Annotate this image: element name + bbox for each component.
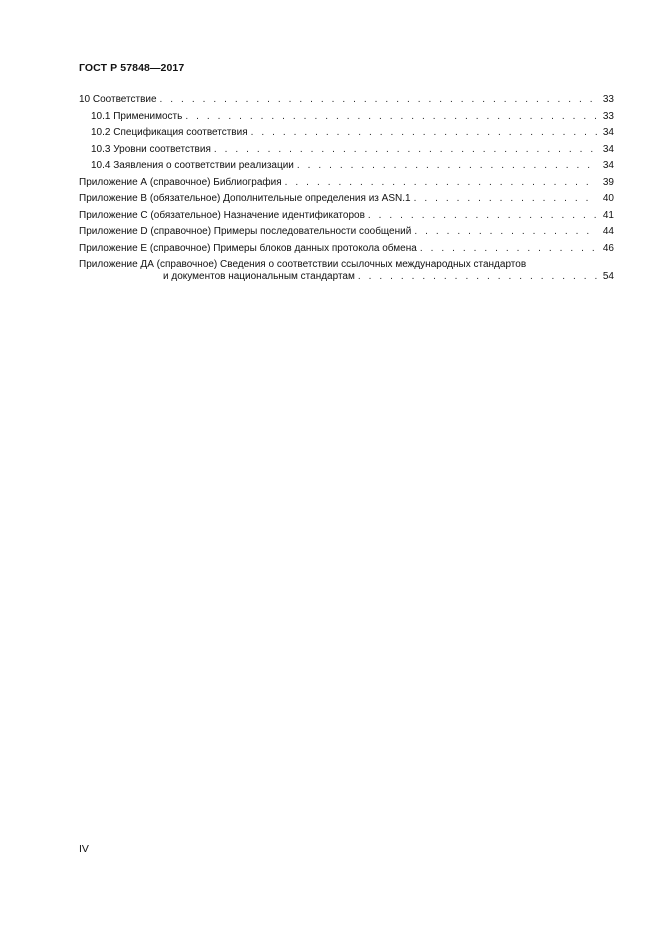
toc-entry-10 — [79, 92, 614, 109]
page-number: IV — [79, 843, 89, 855]
toc-entry-10-2 — [79, 125, 614, 142]
toc-entry-appendix-c — [79, 208, 614, 225]
toc-entry-title: Приложение В (обязательное) Дополнительные определения из ASN.1 — [79, 193, 411, 204]
toc-leader-dots — [251, 125, 597, 142]
toc-entry-title: 10 Соответствие — [79, 94, 157, 105]
toc-entry-title: 10.4 Заявления о соответствии реализации — [91, 160, 294, 171]
toc-entry-continuation — [79, 271, 614, 283]
toc-leader-dots — [368, 208, 597, 225]
toc-leader-dots — [160, 92, 597, 109]
toc-entry-appendix-a — [79, 175, 614, 192]
toc-entry-page: 41 — [602, 209, 614, 221]
toc-entry-title: Приложение А (справочное) Библиография — [79, 176, 282, 188]
document-header: ГОСТ Р 57848—2017 — [79, 62, 185, 74]
toc-entry-page: 39 — [602, 176, 614, 188]
toc-entry-title-line1: Приложение ДА (справочное) Сведения о соответствии ссылочных международных стандартов — [79, 259, 527, 270]
toc-leader-dots — [414, 224, 597, 241]
toc-entry-title: Приложение С (обязательное) Назначение идентификаторов — [79, 209, 365, 221]
toc-entry-appendix-d — [79, 224, 614, 241]
toc-entry-title: 10.2 Спецификация соответствия — [91, 127, 248, 138]
toc-leader-dots — [358, 271, 597, 283]
toc-leader-dots — [297, 158, 597, 175]
toc-entry-page: 46 — [602, 242, 614, 254]
toc-entry-page: 33 — [602, 110, 614, 122]
toc-entry-10-3 — [79, 142, 614, 159]
toc-leader-dots — [285, 175, 597, 192]
toc-entry-page: 33 — [602, 94, 614, 105]
toc-leader-dots — [414, 191, 597, 208]
toc-leader-dots — [420, 241, 597, 258]
toc-entry-page: 34 — [602, 127, 614, 138]
toc-entry-page: 34 — [602, 160, 614, 171]
toc-entry-page: 54 — [602, 271, 614, 282]
toc-entry-appendix-e — [79, 241, 614, 258]
toc-entry-page: 44 — [602, 226, 614, 237]
toc-entry-10-4 — [79, 158, 614, 175]
toc-entry-page: 34 — [602, 143, 614, 155]
toc-entry-appendix-b — [79, 191, 614, 208]
toc-entry-title: Приложение D (справочное) Примеры последовательности сообщений — [79, 226, 412, 237]
toc-entry-title: Приложение Е (справочное) Примеры блоков данных протокола обмена — [79, 242, 417, 254]
table-of-contents — [79, 92, 614, 283]
toc-entry-title: 10.3 Уровни соответствия — [91, 143, 211, 155]
toc-entry-page: 40 — [602, 193, 614, 204]
toc-entry-10-1 — [79, 109, 614, 126]
toc-entry-title: 10.1 Применимость — [91, 110, 183, 122]
toc-leader-dots — [214, 142, 597, 159]
toc-entry-appendix-da — [79, 259, 614, 283]
toc-leader-dots — [185, 109, 597, 126]
toc-entry-title-line2: и документов национальным стандартам — [163, 271, 355, 282]
